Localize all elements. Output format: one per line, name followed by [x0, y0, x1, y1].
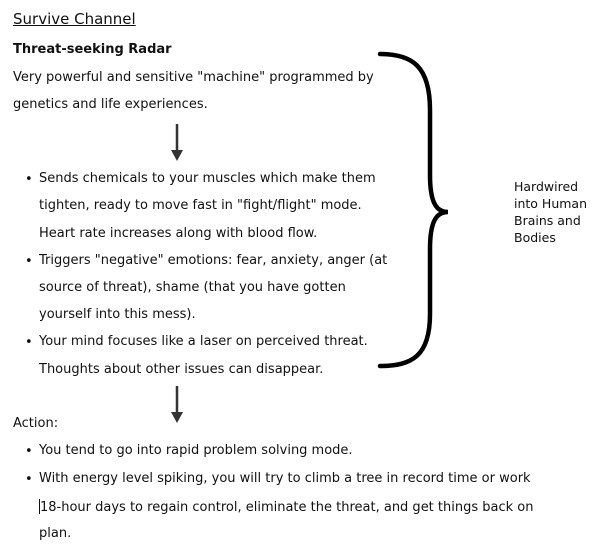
action-bullet-1-line-1: You tend to go into rapid problem solving mode. [39, 443, 353, 458]
bullet-1-line-1: Sends chemicals to your muscles which make them [39, 171, 376, 186]
bullet-1-line-3: Heart rate increases along with blood flow. [39, 226, 318, 241]
bullet-2-line-3: yourself into this mess). [39, 307, 196, 322]
intro-line-1: Very powerful and sensitive "machine" programmed by [13, 70, 374, 85]
side-note [514, 178, 587, 246]
bullet-marker: • [25, 172, 33, 187]
side-note-line: Hardwired [514, 179, 579, 194]
intro-line-2: genetics and life experiences. [13, 97, 208, 112]
document-title: Survive Channel [13, 10, 136, 28]
bullet-marker: • [25, 254, 33, 269]
curly-brace-icon [372, 50, 452, 370]
side-note-line: Bodies [514, 230, 556, 245]
bullet-2-line-1: Triggers "negative" emotions: fear, anxiety, anger (at [39, 253, 388, 268]
bullet-2-line-2: source of threat), shame (that you have gotten [39, 280, 346, 295]
bullet-marker: • [25, 335, 33, 350]
action-bullet-2-line-3: plan. [39, 526, 72, 541]
side-note-line: into Human [514, 196, 587, 211]
bullet-marker: • [25, 444, 33, 459]
side-note-line: Brains and [514, 213, 581, 228]
down-arrow-icon [170, 124, 184, 162]
bullet-1-line-2: tighten, ready to move fast in "fight/flight" mode. [39, 198, 362, 213]
bullet-marker: • [25, 472, 33, 487]
section-heading: Threat-seeking Radar [13, 42, 172, 57]
bullet-3-line-1: Your mind focuses like a laser on perceived threat. [39, 334, 368, 349]
action-bullet-2-line-1: With energy level spiking, you will try to climb a tree in record time or work [39, 471, 531, 486]
action-bullet-2-line-2-text: 18-hour days to regain control, eliminate the threat, and get things back on [40, 500, 534, 515]
down-arrow-icon [170, 386, 184, 424]
bullet-3-line-2: Thoughts about other issues can disappear. [39, 362, 324, 377]
action-bullet-2-line-2 [39, 499, 533, 515]
action-label: Action: [13, 416, 59, 431]
